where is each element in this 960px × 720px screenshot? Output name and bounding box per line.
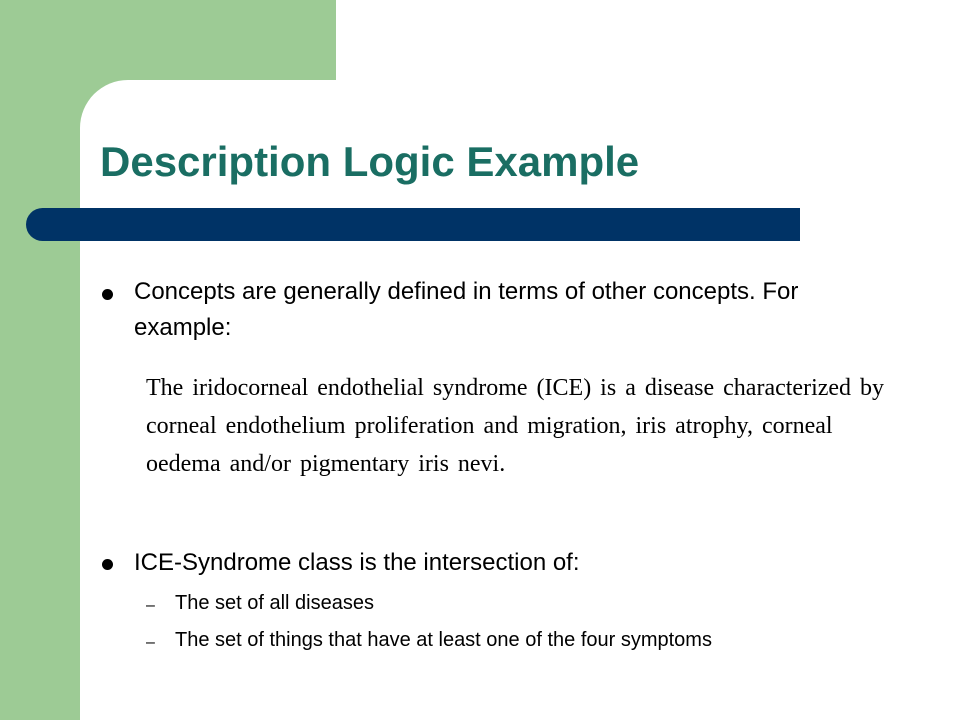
example-quote: The iridocorneal endothelial syndrome (ICE) is a disease characterized by corneal endothelium proliferation and migration, iris atrophy, corneal oedema and/or pigmentary iris nevi. [146,375,885,477]
bullet-dot-1 [102,289,113,300]
bullet-dot-2 [102,559,113,570]
bullet-text-1: Concepts are generally defined in terms of other concepts. For example: [134,278,799,341]
sub-bullet-text-1: The set of all diseases [175,592,374,614]
title-underline-bar [26,208,800,241]
sub-bullet-text-2: The set of things that have at least one of the four symptoms [175,629,712,651]
sub-bullet-dash-1: – [146,597,155,614]
slide-title: Description Logic Example [100,138,640,185]
bullet-text-2: ICE-Syndrome class is the intersection of: [134,549,580,576]
sub-bullet-dash-2: – [146,634,155,651]
background-green-left [0,0,80,720]
